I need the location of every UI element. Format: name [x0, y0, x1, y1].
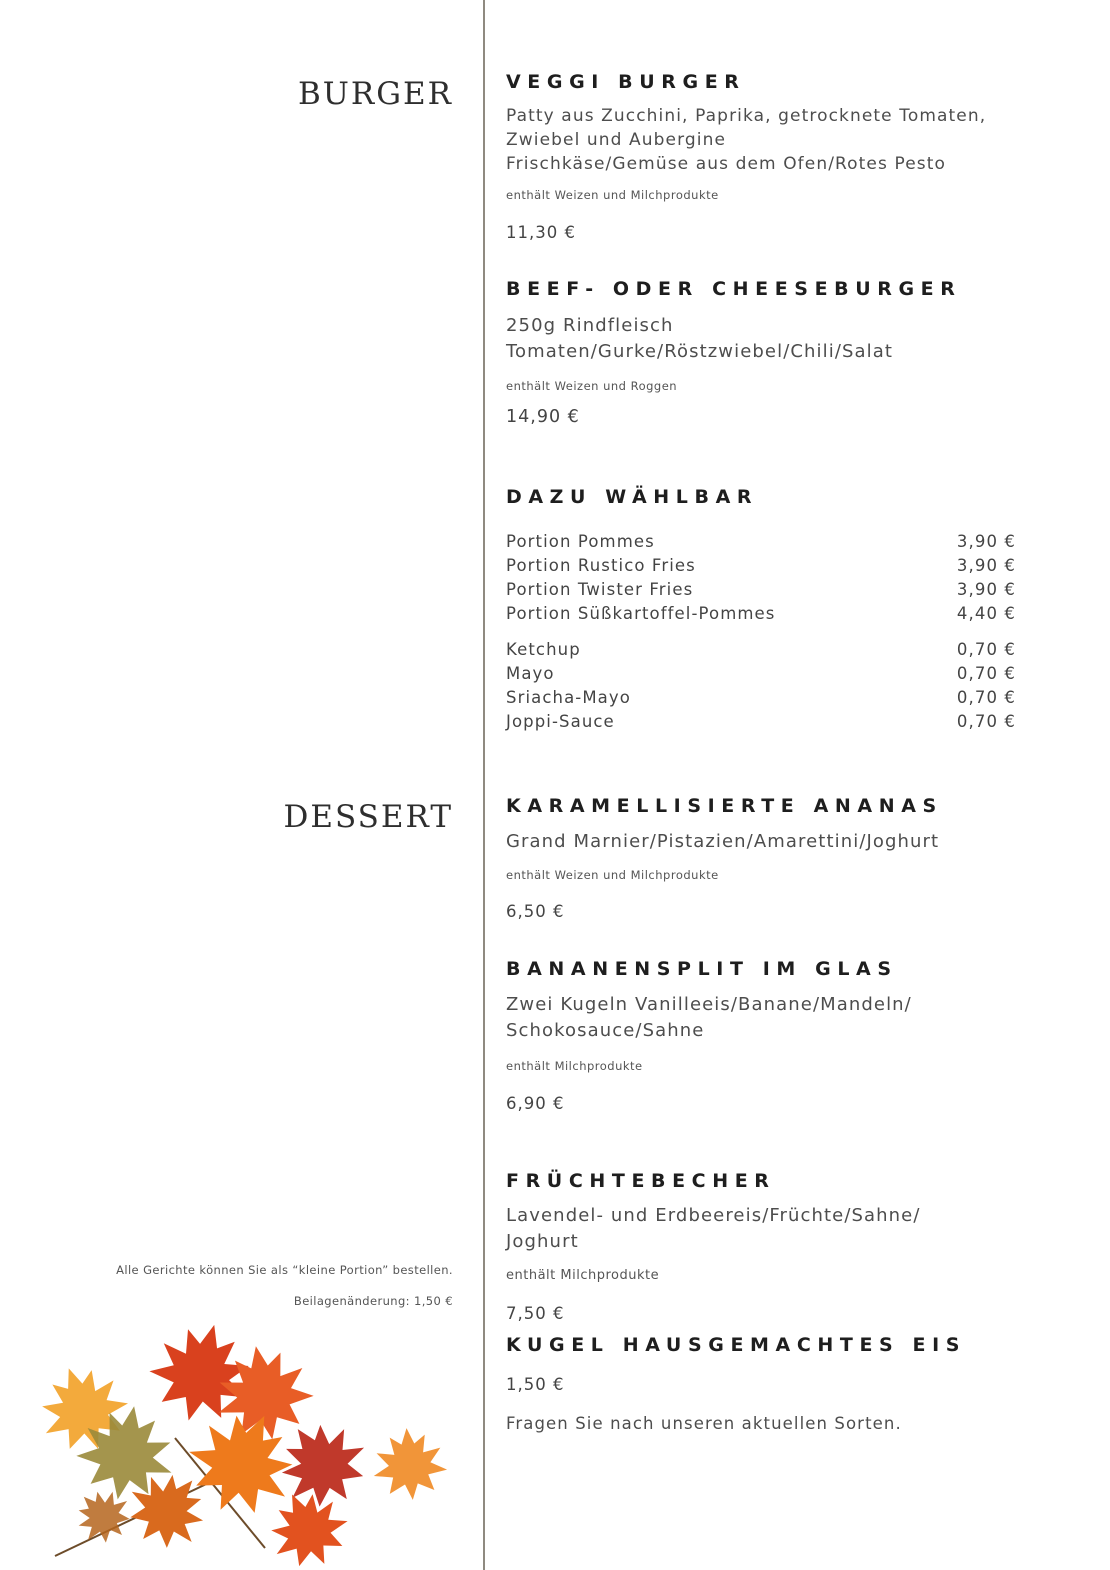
- item-title-fruechtebecher: FRÜCHTEBECHER: [506, 1170, 776, 1192]
- side-item-name: Portion Pommes: [506, 532, 655, 551]
- sides-title: DAZU WÄHLBAR: [506, 486, 759, 508]
- side-item-name: Portion Twister Fries: [506, 580, 694, 599]
- column-divider: [483, 0, 485, 1570]
- item-description-veggi-burger: Patty aus Zucchini, Paprika, getrocknete Tomaten, Zwiebel und Aubergine Frischkäse/Gemüse aus dem Ofen/Rotes Pesto: [506, 106, 987, 174]
- item-description-fruechtebecher: Lavendel- und Erdbeereis/Früchte/Sahne/ Joghurt: [506, 1205, 921, 1252]
- item-title-kugel-eis: KUGEL HAUSGEMACHTES EIS: [506, 1334, 967, 1356]
- item-title-veggi-burger: VEGGI BURGER: [506, 71, 746, 93]
- item-description-karamellisierte-ananas: Grand Marnier/Pistazien/Amarettini/Joghurt: [506, 831, 940, 852]
- sides-group-sauces: [506, 638, 1016, 734]
- side-item-name: Sriacha-Mayo: [506, 688, 631, 707]
- item-title-bananensplit: BANANENSPLIT IM GLAS: [506, 958, 898, 980]
- side-item-row: [506, 602, 1016, 626]
- side-item-row: [506, 530, 1016, 554]
- side-item-row: [506, 686, 1016, 710]
- autumn-leaves-icon: [25, 1318, 460, 1570]
- allergen-note-beef-burger: enthält Weizen und Roggen: [506, 379, 678, 393]
- price-bananensplit: 6,90 €: [506, 1094, 565, 1113]
- side-item-name: Portion Rustico Fries: [506, 556, 696, 575]
- side-item-price: 0,70 €: [956, 688, 1016, 707]
- side-item-name: Portion Süßkartoffel-Pommes: [506, 604, 776, 623]
- side-item-name: Joppi-Sauce: [506, 712, 615, 731]
- item-title-beef-burger: BEEF- ODER CHEESEBURGER: [506, 278, 962, 300]
- sides-table: [506, 530, 1016, 734]
- item-description-beef-burger: 250g Rindfleisch Tomaten/Gurke/Röstzwiebel/Chili/Salat: [506, 315, 894, 362]
- side-item-price: 0,70 €: [956, 640, 1016, 659]
- price-fruechtebecher: 7,50 €: [506, 1304, 565, 1323]
- item-description-bananensplit: Zwei Kugeln Vanilleeis/Banane/Mandeln/ Schokosauce/Sahne: [506, 994, 912, 1041]
- allergen-note-fruechtebecher: enthält Milchprodukte: [506, 1268, 660, 1283]
- side-item-name: Ketchup: [506, 640, 581, 659]
- price-kugel-eis: 1,50 €: [506, 1375, 565, 1394]
- note-aktuelle-sorten: Fragen Sie nach unseren aktuellen Sorten.: [506, 1414, 902, 1433]
- side-item-row: [506, 662, 1016, 686]
- price-karamellisierte-ananas: 6,50 €: [506, 902, 565, 921]
- allergen-note-karamellisierte-ananas: enthält Weizen und Milchprodukte: [506, 868, 719, 882]
- footnote-beilagenaenderung: Beilagenänderung: 1,50 €: [293, 1294, 453, 1308]
- side-item-price: 3,90 €: [956, 532, 1016, 551]
- price-beef-burger: 14,90 €: [506, 407, 580, 427]
- section-title-dessert: DESSERT: [283, 799, 453, 835]
- sides-group-fries: [506, 530, 1016, 626]
- footnote-kleine-portion: Alle Gerichte können Sie als “kleine Portion” bestellen.: [116, 1263, 453, 1277]
- side-item-price: 3,90 €: [956, 556, 1016, 575]
- side-item-price: 0,70 €: [956, 712, 1016, 731]
- item-title-karamellisierte-ananas: KARAMELLISIERTE ANANAS: [506, 795, 943, 817]
- side-item-row: [506, 554, 1016, 578]
- side-item-price: 0,70 €: [956, 664, 1016, 683]
- side-item-price: 4,40 €: [956, 604, 1016, 623]
- side-item-row: [506, 578, 1016, 602]
- allergen-note-bananensplit: enthält Milchprodukte: [506, 1059, 643, 1073]
- side-item-row: [506, 710, 1016, 734]
- section-title-burger: BURGER: [298, 76, 453, 112]
- side-item-name: Mayo: [506, 664, 555, 683]
- side-item-price: 3,90 €: [956, 580, 1016, 599]
- side-item-row: [506, 638, 1016, 662]
- allergen-note-veggi-burger: enthält Weizen und Milchprodukte: [506, 188, 719, 202]
- price-veggi-burger: 11,30 €: [506, 223, 576, 242]
